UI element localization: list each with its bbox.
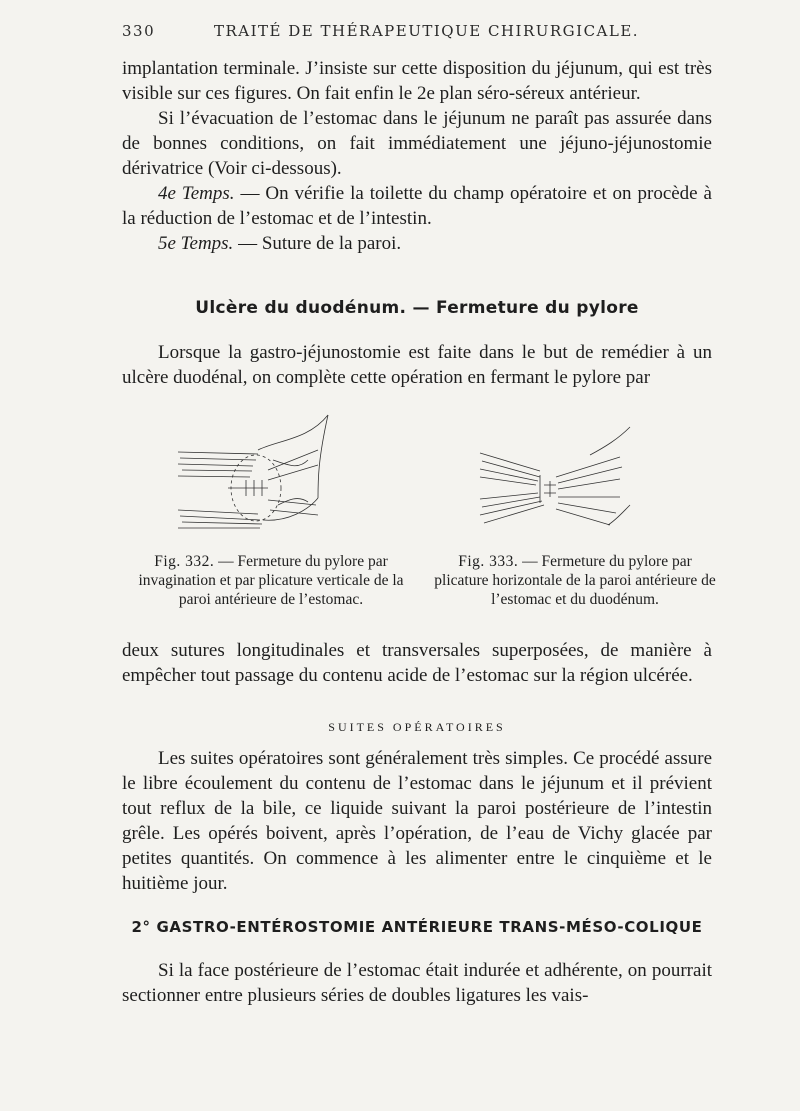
figure-caption-text: — Fermeture du pylore par plicature horizontale de la paroi antérieure de l’estomac et du duodénum. <box>434 553 716 608</box>
page-number: 330 <box>122 22 156 40</box>
figure-label: Fig. 332. <box>154 553 215 570</box>
subsection-title: SUITES OPÉRATOIRES <box>328 720 506 734</box>
step-text: — Suture de la paroi. <box>233 233 402 254</box>
section-title: 2° GASTRO-ENTÉROSTOMIE ANTÉRIEURE TRANS-MÉSO-COLIQUE <box>131 918 703 936</box>
paragraph: Lorsque la gastro-jéjunostomie est faite dans le but de remédier à un ulcère duodénal, on complète cette opération en fermant le pylore par <box>122 342 712 388</box>
paragraph: deux sutures longitudinales et transversales superposées, de manière à empêcher tout passage du contenu acide de l’estomac sur la région ulcérée. <box>122 640 712 686</box>
running-title: TRAITÉ DE THÉRAPEUTIQUE CHIRURGICALE. <box>214 22 640 40</box>
paragraph <box>122 231 712 256</box>
text-block-5 <box>122 958 712 1008</box>
figure-caption-text: — Fermeture du pylore par invagination et par plicature verticale de la paroi antérieure de l’estomac. <box>138 553 404 608</box>
paragraph <box>122 181 712 231</box>
figure-333-illustration <box>470 425 640 540</box>
step-text: — On vérifie la toilette du champ opératoire et on procède à la réduction de l’estomac et de l’intestin. <box>122 183 712 229</box>
paragraph: Si l’évacuation de l’estomac dans le jéjunum ne paraît pas assurée dans de bonnes conditions, on fait immédiatement une jéjuno-jéjunostomie dérivatrice (Voir ci-dessous). <box>122 108 712 179</box>
section-title: Ulcère du duodénum. — Fermeture du pylore <box>195 298 639 318</box>
step-label: 5e Temps. <box>158 233 234 254</box>
text-block-3 <box>122 638 712 688</box>
paragraph: Les suites opératoires sont généralement très simples. Ce procédé assure le libre écoulement du contenu de l’estomac dans le jéjunum et il prévient tout reflux de la bile, ce liquide suivant la paroi postérieure de l’intestin grêle. Les opérés boivent, après l’opération, de l’eau de Vichy glacée par petites quantités. On commence à les alimenter entre le cinquième et le huitième jour. <box>122 748 712 894</box>
figure-label: Fig. 333. <box>458 553 519 570</box>
text-block-4 <box>122 746 712 896</box>
text-block-1 <box>122 56 712 256</box>
paragraph: implantation terminale. J’insiste sur cette disposition du jéjunum, qui est très visible sur ces figures. On fait enfin le 2e plan séro-séreux antérieur. <box>122 58 712 104</box>
paragraph: Si la face postérieure de l’estomac était indurée et adhérente, on pourrait sectionner entre plusieurs séries de doubles ligatures les vais- <box>122 960 712 1006</box>
figure-332-caption <box>126 552 416 609</box>
figure-332-illustration <box>168 410 348 540</box>
text-block-2 <box>122 340 712 390</box>
step-label: 4e Temps. <box>158 183 235 204</box>
figure-333-caption <box>430 552 720 609</box>
